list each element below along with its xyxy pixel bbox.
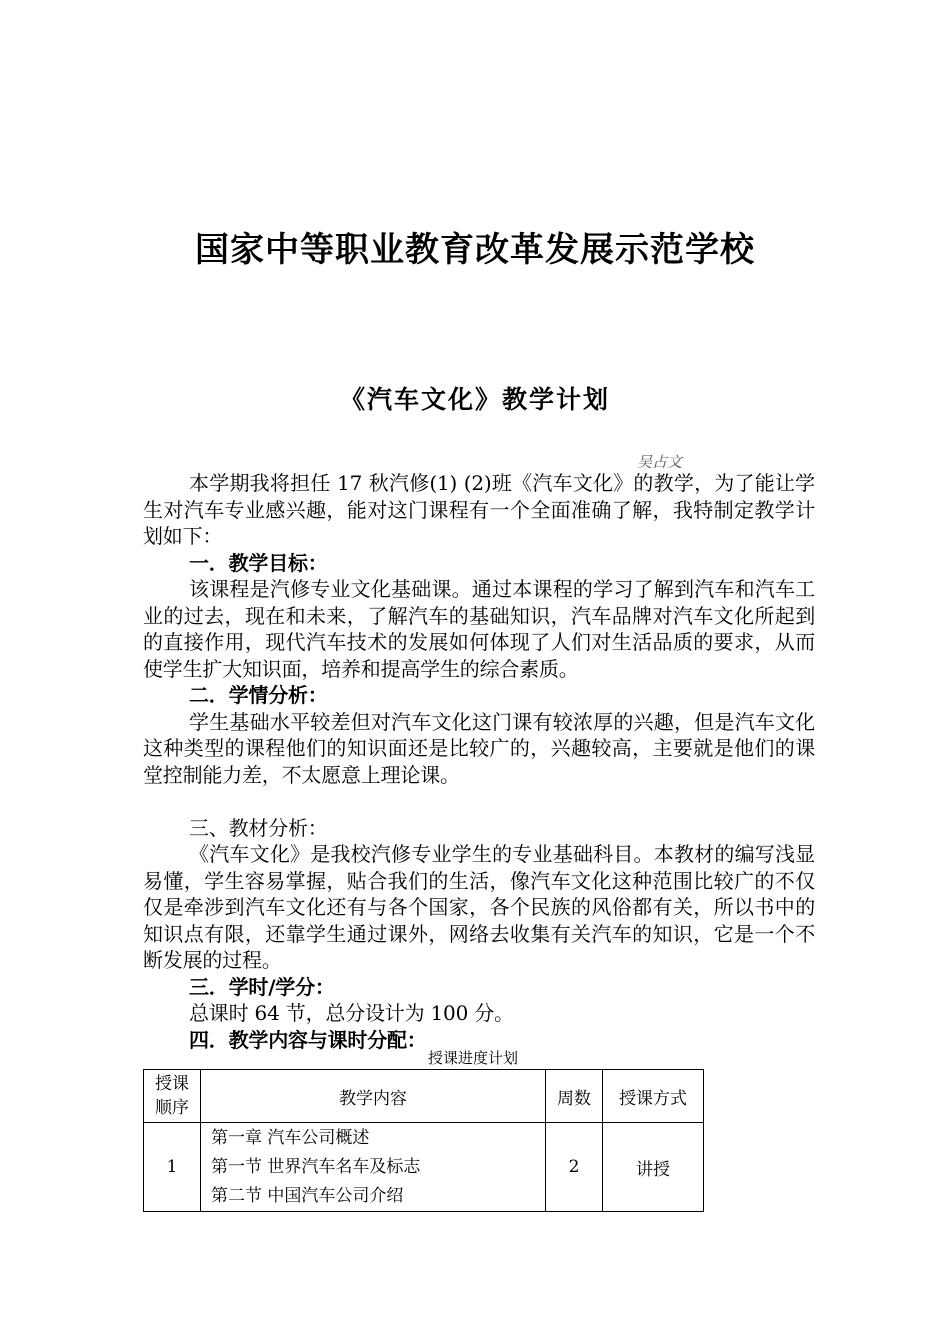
table-row — [144, 1123, 704, 1212]
cell-seq: 1 — [144, 1123, 201, 1212]
section-heading-textbook-analysis: 三、教材分析： — [189, 815, 328, 840]
header-mode: 授课方式 — [603, 1070, 704, 1123]
section-heading-objectives: 一．教学目标： — [189, 550, 328, 575]
cell-weeks: 2 — [546, 1123, 603, 1212]
plan-title: 《汽车文化》教学计划 — [339, 385, 610, 414]
blank-line — [143, 788, 815, 815]
section-text-hours-credits: 总课时 64 节，总分设计为 100 分。 — [189, 1001, 514, 1025]
section-heading-student-analysis: 二．学情分析： — [189, 683, 328, 707]
header-weeks: 周数 — [546, 1070, 603, 1123]
school-title: 国家中等职业教育改革发展示范学校 — [195, 230, 755, 270]
header-seq-line2: 顺序 — [155, 1098, 189, 1118]
section-text-objectives: 该课程是汽修专业文化基础课。通过本课程的学习了解到汽车和汽车工业的过去，现在和未来，了解汽车的基础知识，汽车品牌对汽车文化所起到的直接作用，现代汽车技术的发展如何体现了人们对生活品质的要求，从而使学生扩大知识面，培养和提高学生的综合素质。 — [143, 577, 815, 681]
cell-mode: 讲授 — [603, 1123, 704, 1212]
header-seq — [144, 1070, 201, 1123]
table-caption: 授课进度计划 — [427, 1049, 518, 1067]
content-line: 第一章 汽车公司概述 — [211, 1127, 370, 1148]
table-header-row — [144, 1070, 704, 1123]
content-line: 第一节 世界汽车名车及标志 — [211, 1156, 421, 1177]
section-heading-content-allocation: 四．教学内容与课时分配： — [189, 1027, 427, 1052]
header-content: 教学内容 — [201, 1070, 546, 1123]
cell-content — [201, 1123, 546, 1212]
schedule-table — [143, 1069, 704, 1212]
content-line: 第二节 中国汽车公司介绍 — [211, 1185, 404, 1206]
section-text-student-analysis: 学生基础水平较差但对汽车文化这门课有较浓厚的兴趣，但是汽车文化这种类型的课程他们的知识面还是比较广的，兴趣较高，主要就是他们的课堂控制能力差，不太愿意上理论课。 — [143, 709, 815, 787]
intro-paragraph: 本学期我将担任 17 秋汽修(1) (2)班《汽车文化》的教学，为了能让学生对汽车专业感兴趣，能对这门课程有一个全面准确了解，我特制定教学计划如下： — [143, 471, 815, 548]
author-name: 吴占文 — [637, 453, 683, 471]
header-seq-line1: 授课 — [155, 1074, 189, 1094]
section-heading-hours-credits: 三．学时/学分： — [189, 974, 335, 999]
section-text-textbook-analysis: 《汽车文化》是我校汽修专业学生的专业基础科目。本教材的编写浅显易懂，学生容易掌握，贴合我们的生活，像汽车文化这种范围比较广的不仅仅是牵涉到汽车文化还有与各个国家，各个民族的风俗都有关，所以书中的知识点有限，还靠学生通过课外，网络去收集有关汽车的知识，它是一个不断发展的过程。 — [143, 842, 815, 972]
document-body — [143, 470, 815, 1053]
